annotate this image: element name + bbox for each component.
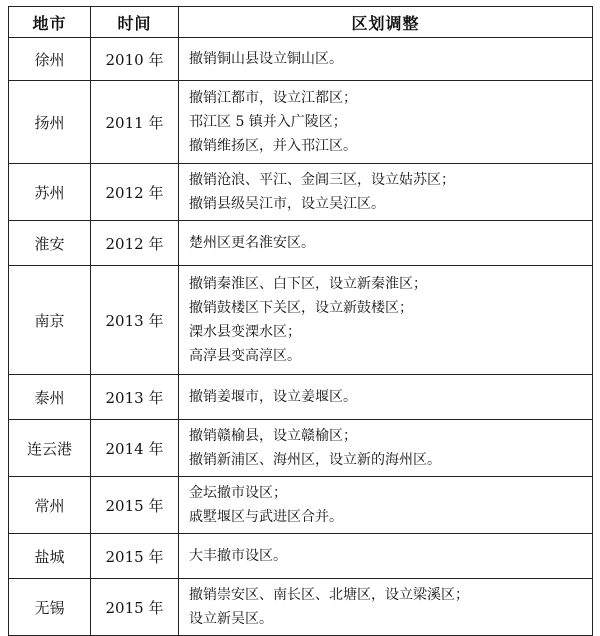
header-changes: 区划调整	[179, 7, 593, 38]
cell-year: 2012 年	[91, 164, 179, 221]
cell-changes	[179, 477, 593, 534]
change-line: 高淳县变高淳区。	[189, 348, 301, 364]
change-line: 撤销新浦区、海州区，设立新的海州区。	[189, 452, 441, 468]
change-line: 邗江区 5 镇并入广陵区；	[189, 114, 347, 130]
change-line: 大丰撤市设区。	[189, 548, 287, 564]
table-row	[9, 534, 593, 579]
division-adjustment-table	[8, 6, 593, 636]
table-row	[9, 266, 593, 375]
change-line: 楚州区更名淮安区。	[189, 235, 315, 251]
cell-year: 2013 年	[91, 375, 179, 420]
cell-changes	[179, 81, 593, 164]
change-line: 撤销维扬区，并入邗江区。	[189, 138, 357, 154]
cell-year: 2014 年	[91, 420, 179, 477]
change-line: 戚墅堰区与武进区合并。	[189, 509, 343, 525]
cell-year: 2013 年	[91, 266, 179, 375]
cell-changes	[179, 266, 593, 375]
cell-city: 连云港	[9, 420, 91, 477]
change-line: 撤销秦淮区、白下区，设立新秦淮区；	[189, 276, 427, 292]
cell-city: 常州	[9, 477, 91, 534]
cell-year: 2015 年	[91, 579, 179, 636]
cell-city: 泰州	[9, 375, 91, 420]
change-line: 撤销姜堰市，设立姜堰区。	[189, 389, 357, 405]
change-line: 撤销沧浪、平江、金阊三区，设立姑苏区；	[189, 172, 455, 188]
cell-city: 南京	[9, 266, 91, 375]
table-row	[9, 38, 593, 81]
header-row	[9, 7, 593, 38]
cell-changes	[179, 375, 593, 420]
cell-changes	[179, 164, 593, 221]
cell-city: 无锡	[9, 579, 91, 636]
change-line: 撤销赣榆县，设立赣榆区；	[189, 428, 357, 444]
table-row	[9, 477, 593, 534]
table-body	[9, 38, 593, 636]
change-line: 撤销江都市，设立江都区；	[189, 90, 357, 106]
cell-city: 徐州	[9, 38, 91, 81]
table-row	[9, 164, 593, 221]
cell-changes	[179, 420, 593, 477]
cell-city: 盐城	[9, 534, 91, 579]
table-row	[9, 221, 593, 266]
cell-year: 2010 年	[91, 38, 179, 81]
cell-year: 2015 年	[91, 477, 179, 534]
table-row	[9, 81, 593, 164]
cell-city: 扬州	[9, 81, 91, 164]
table-row	[9, 420, 593, 477]
cell-changes	[179, 38, 593, 81]
change-line: 金坛撤市设区；	[189, 485, 287, 501]
cell-year: 2012 年	[91, 221, 179, 266]
table-header	[9, 7, 593, 38]
change-line: 设立新吴区。	[189, 611, 273, 627]
table-row	[9, 375, 593, 420]
document-page	[8, 6, 592, 636]
change-line: 溧水县变溧水区；	[189, 324, 301, 340]
change-line: 撤销崇安区、南长区、北塘区，设立梁溪区；	[189, 587, 469, 603]
cell-year: 2011 年	[91, 81, 179, 164]
change-line: 撤销县级吴江市，设立吴江区。	[189, 196, 385, 212]
table-row	[9, 579, 593, 636]
cell-city: 淮安	[9, 221, 91, 266]
change-line: 撤销铜山县设立铜山区。	[189, 51, 343, 67]
header-city: 地市	[9, 7, 91, 38]
cell-changes	[179, 534, 593, 579]
cell-changes	[179, 579, 593, 636]
header-time: 时间	[91, 7, 179, 38]
change-line: 撤销鼓楼区下关区，设立新鼓楼区；	[189, 300, 413, 316]
cell-city: 苏州	[9, 164, 91, 221]
cell-year: 2015 年	[91, 534, 179, 579]
cell-changes	[179, 221, 593, 266]
